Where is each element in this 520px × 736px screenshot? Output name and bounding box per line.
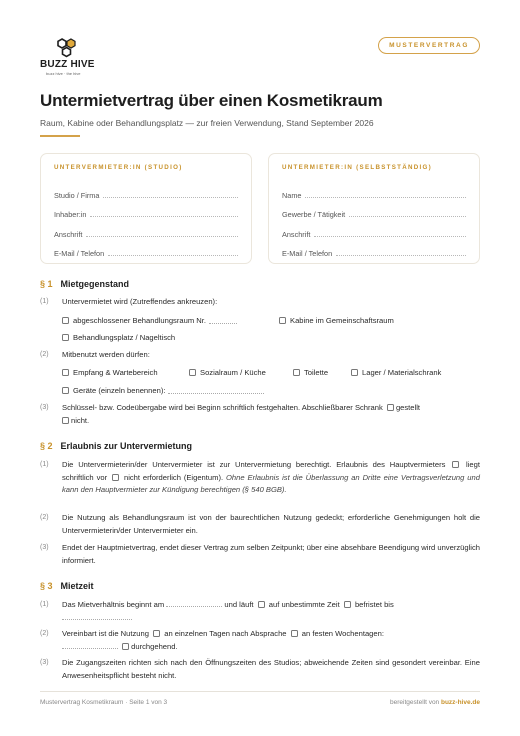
brand-name: BUZZ HIVE: [40, 59, 95, 70]
clause-text-part: befristet bis: [354, 600, 394, 609]
option-label: Sozialraum / Küche: [200, 368, 266, 377]
clause-number: (3): [40, 659, 49, 666]
landlord-owner-field[interactable]: [54, 200, 238, 220]
s3-clause-3: [40, 657, 480, 682]
checkbox[interactable]: [62, 387, 69, 394]
section-number: § 3: [40, 581, 53, 591]
tenant-contact-field[interactable]: [282, 239, 466, 259]
checkbox-fixed-term[interactable]: [344, 601, 351, 608]
section-number: § 1: [40, 279, 53, 289]
clause-text-part: auf unbestimmte Zeit: [268, 600, 340, 609]
landlord-company-field[interactable]: [54, 180, 238, 200]
field-label: Name: [282, 190, 302, 200]
clause-text-part: an festen Wochentagen:: [301, 629, 384, 638]
footer-website-link[interactable]: buzz-hive.de: [440, 699, 480, 706]
checkbox[interactable]: [62, 317, 69, 324]
section-title: Mietzeit: [60, 581, 94, 591]
s1-clause-3: [40, 402, 480, 427]
s2-clause-3: [40, 542, 480, 567]
end-date-fill[interactable]: [62, 613, 132, 620]
start-date-fill[interactable]: [166, 600, 222, 607]
option-treatment-room[interactable]: [62, 316, 237, 325]
clause-note-italic: Ohne Erlaubnis ist die Überlassung an Dritte eine Vertragsverletzung und kann den Hauptvermieter zur Kündigung berechtigen (§ 540 BGB).: [62, 472, 480, 495]
checkbox-cabinet-provided[interactable]: [387, 404, 394, 411]
clause-text: [62, 459, 480, 497]
clause-text-part: gestellt: [395, 403, 420, 412]
section-2-heading: [40, 441, 192, 451]
honeycomb-icon: [56, 38, 78, 58]
clause-text: Die Nutzung als Behandlungsraum ist von der baurechtlichen Nutzung gedeckt; erforderliche Genehmigungen holt die Untervermieterin/der Untervermieter ein.: [62, 513, 480, 535]
section-title: Erlaubnis zur Untervermietung: [60, 441, 193, 451]
clause-number: (1): [40, 298, 49, 305]
s2-clause-1: [40, 459, 480, 497]
clause-number: (2): [40, 630, 49, 637]
field-label: Gewerbe / Tätigkeit: [282, 210, 346, 219]
fill-line[interactable]: [86, 236, 238, 237]
field-label: Inhaber:in: [54, 210, 87, 219]
landlord-contact-field[interactable]: [54, 239, 238, 259]
fill-line[interactable]: [103, 197, 238, 198]
clause-text-part: Vereinbart ist die Nutzung: [62, 629, 149, 638]
checkbox-permission-not-required[interactable]: [112, 474, 119, 481]
section-3-heading: [40, 581, 94, 591]
fill-line[interactable]: [314, 236, 466, 237]
weekdays-fill[interactable]: [62, 642, 118, 649]
footer-credit-prefix: bereitgestellt von: [390, 699, 440, 706]
checkbox-fixed-weekdays[interactable]: [291, 630, 298, 637]
landlord-party-box: [40, 153, 252, 264]
checkbox[interactable]: [189, 369, 196, 376]
devices-fill[interactable]: [168, 387, 264, 394]
clause-number: (3): [40, 404, 49, 411]
field-label: Anschrift: [282, 229, 311, 239]
checkbox-single-days[interactable]: [153, 630, 160, 637]
field-label: E-Mail / Telefon: [54, 249, 105, 258]
clause-number: (2): [40, 514, 49, 521]
checkbox[interactable]: [62, 369, 69, 376]
option-label: Lager / Materialschrank: [362, 368, 442, 377]
clause-text-part: nicht.: [71, 415, 90, 425]
option-storage[interactable]: [351, 368, 441, 377]
option-toilet[interactable]: [293, 368, 328, 377]
s3-clause-1: [40, 599, 480, 624]
clause-text-part: Das Mietverhältnis beginnt am: [62, 600, 165, 609]
clause-text-part: nicht erforderlich (Eigentum).: [123, 472, 224, 482]
footer-credit: [390, 699, 480, 706]
option-label: Behandlungsplatz / Nageltisch: [73, 333, 176, 342]
checkbox-indefinite[interactable]: [258, 601, 265, 608]
clause-number: (1): [40, 601, 49, 608]
tenant-name-field[interactable]: [282, 180, 466, 200]
clause-text-part: Schlüssel- bzw. Codeübergabe wird bei Beginn schriftlich festgehalten. Abschließbarer Schrank: [62, 403, 383, 412]
option-label: Empfang & Wartebereich: [73, 368, 158, 377]
tenant-address-field[interactable]: [282, 219, 466, 239]
page-subtitle: Raum, Kabine oder Behandlungsplatz — zur freien Verwendung, Stand September 2026: [40, 118, 374, 128]
clause-text-part: an einzelnen Tagen nach Absprache: [164, 629, 287, 638]
option-reception[interactable]: [62, 368, 158, 377]
clause-text: Die Zugangszeiten richten sich nach den Öffnungszeiten des Studios; abweichende Zeiten sind gesondert vereinbar. Eine Anwesenheitspflicht besteht nicht.: [62, 658, 480, 680]
option-label: Toilette: [304, 368, 329, 377]
title-underline: [40, 135, 80, 137]
landlord-address-field[interactable]: [54, 219, 238, 239]
option-social-room[interactable]: [189, 368, 266, 377]
fill-line[interactable]: [305, 197, 466, 198]
footer-divider: [40, 691, 480, 692]
option-workstation[interactable]: [62, 333, 175, 342]
s1-clause-1: [40, 296, 480, 309]
clause-text-part: Die Untervermieterin/der Untervermieter ist zur Untervermietung berechtigt. Erlaubnis des Hauptvermieters: [62, 460, 446, 469]
clause-number: (2): [40, 351, 49, 358]
clause-text-part: durchgehend.: [131, 641, 178, 651]
s2-clause-2: [40, 512, 480, 537]
checkbox[interactable]: [293, 369, 300, 376]
option-label: Geräte (einzeln benennen):: [73, 386, 166, 395]
checkbox-permission-written[interactable]: [452, 461, 459, 468]
checkbox-cabinet-not[interactable]: [62, 417, 69, 424]
footer-page-info: Mustervertrag Kosmetikraum · Seite 1 von 3: [40, 699, 168, 706]
field-label: Anschrift: [54, 229, 83, 239]
checkbox[interactable]: [351, 369, 358, 376]
option-label: Kabine im Gemeinschaftsraum: [290, 316, 394, 325]
fill-line[interactable]: [336, 255, 466, 256]
option-devices[interactable]: [62, 386, 264, 395]
option-cabin[interactable]: [279, 316, 394, 325]
clause-text-part: liegt schriftlich vor: [62, 460, 480, 482]
checkbox[interactable]: [62, 334, 69, 341]
checkbox-continuous[interactable]: [122, 643, 129, 650]
field-label: E-Mail / Telefon: [282, 249, 333, 258]
section-title: Mietgegenstand: [60, 279, 130, 289]
section-number: § 2: [40, 441, 53, 451]
checkbox[interactable]: [279, 317, 286, 324]
s3-clause-2: [40, 628, 480, 653]
room-number-fill[interactable]: [209, 317, 237, 324]
option-label: abgeschlossener Behandlungsraum Nr.: [73, 316, 206, 325]
clause-text-part: und läuft: [224, 600, 254, 609]
fill-line[interactable]: [349, 216, 466, 217]
page-title: Untermietvertrag über einen Kosmetikraum: [40, 91, 383, 110]
brand-tagline: buzz hive · the hive: [46, 71, 81, 76]
document-type-badge: MUSTERVERTRAG: [378, 37, 480, 54]
clause-text: [62, 402, 480, 427]
s1-clause-2: [40, 349, 480, 362]
fill-line[interactable]: [108, 255, 238, 256]
fill-line[interactable]: [90, 216, 238, 217]
clause-text: [62, 628, 480, 653]
tenant-trade-field[interactable]: [282, 200, 466, 220]
clause-text: Untervermietet wird (Zutreffendes ankreuzen):: [62, 297, 218, 306]
tenant-party-box: [268, 153, 480, 264]
brand-logo: [40, 38, 102, 76]
field-label: Studio / Firma: [54, 190, 100, 200]
clause-text: Mitbenutzt werden dürfen:: [62, 350, 150, 359]
clause-number: (3): [40, 544, 49, 551]
clause-text: [62, 599, 480, 624]
clause-text: Endet der Hauptmietvertrag, endet dieser Vertrag zum selben Zeitpunkt; über eine absehbare Beendigung wird unverzüglich informiert.: [62, 543, 480, 565]
clause-number: (1): [40, 461, 49, 468]
landlord-heading: UNTERVERMIETER:IN (STUDIO): [54, 164, 183, 171]
section-1-heading: [40, 279, 129, 289]
tenant-heading: UNTERMIETER:IN (SELBSTSTÄNDIG): [282, 164, 433, 171]
